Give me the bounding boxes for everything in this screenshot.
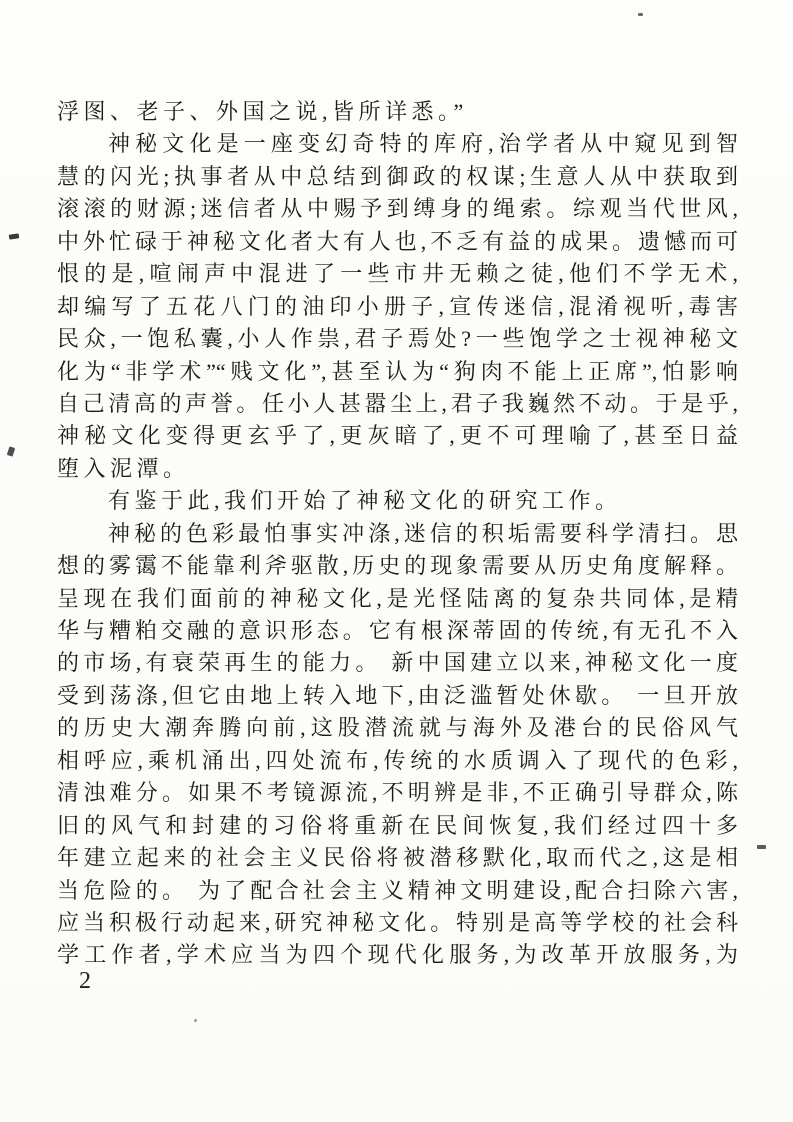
text-line: 神秘的色彩最怕事实冲涤,迷信的积垢需要科学清扫。思 [108,520,738,546]
text-line: 当危险的。 为了配合社会主义精神文明建设,配合扫除六害, [57,877,738,903]
text-line: 的市场,有衰荣再生的能力。 新中国建立以来,神秘文化一度 [57,650,738,676]
scan-speck [7,446,15,456]
text-line: 自己清高的声誉。任小人甚嚣尘上,君子我巍然不动。于是乎, [57,390,738,416]
text-line: 有鉴于此,我们开始了神秘文化的研究工作。 [108,488,622,514]
page-number: 2 [79,968,91,994]
scan-speck [194,1019,197,1022]
text-line: 浮图、老子、外国之说,皆所详悉。” [57,99,468,124]
text-line: 恨的是,喧闹声中混进了一些市井无赖之徒,他们不学无术, [57,261,738,287]
text-line: 清浊难分。如果不考镜源流,不明辨是非,不正确引导群众,陈 [57,780,738,806]
text-line: 想的雾霭不能靠利斧驱散,历史的现象需要从历史角度解释。 [57,553,738,579]
text-line: 华与糟粕交融的意识形态。它有根深蒂固的传统,有无孔不入 [57,618,738,643]
text-line: 的历史大潮奔腾向前,这股潜流就与海外及港台的民俗风气 [57,715,738,741]
text-line: 应当积极行动起来,研究神秘文化。特别是高等学校的社会科 [57,909,738,935]
text-line: 滚滚的财源;迷信者从中赐予到缚身的绳索。综观当代世风, [57,196,738,222]
page-text-block [57,96,738,972]
text-line: 民众,一饱私囊,小人作祟,君子焉处?一些饱学之士视神秘文 [57,326,738,352]
text-line: 堕入泥潭。 [57,455,190,481]
text-line: 相呼应,乘机涌出,四处流布,传统的水质调入了现代的色彩, [57,747,738,773]
text-line: 化为“非学术”“贱文化”,甚至认为“狗肉不能上正席”,怕影响 [57,358,738,384]
text-line: 神秘文化变得更玄乎了,更灰暗了,更不可理喻了,甚至日益 [57,423,738,449]
text-line: 慧的闪光;执事者从中总结到御政的权谋;生意人从中获取到 [57,163,738,189]
text-line: 神秘文化是一座变幻奇特的库府,治学者从中窥见到智 [108,131,738,157]
text-line: 年建立起来的社会主义民俗将被潜移默化,取而代之,这是相 [57,845,738,871]
text-line: 却编写了五花八门的油印小册子,宣传迷信,混淆视听,毒害 [57,293,738,319]
text-line: 呈现在我们面前的神秘文化,是光怪陆离的复杂共同体,是精 [57,585,738,611]
text-line: 中外忙碌于神秘文化者大有人也,不乏有益的成果。遗憾而可 [57,228,738,254]
scan-speck [9,233,20,239]
text-line: 受到荡涤,但它由地上转入地下,由泛滥暂处休歇。 一旦开放 [57,682,738,708]
scan-speck [638,13,643,16]
text-line: 旧的风气和封建的习俗将重新在民间恢复,我们经过四十多 [57,812,738,838]
text-line: 学工作者,学术应当为四个现代化服务,为改革开放服务,为 [57,942,738,968]
scan-speck [757,845,766,849]
